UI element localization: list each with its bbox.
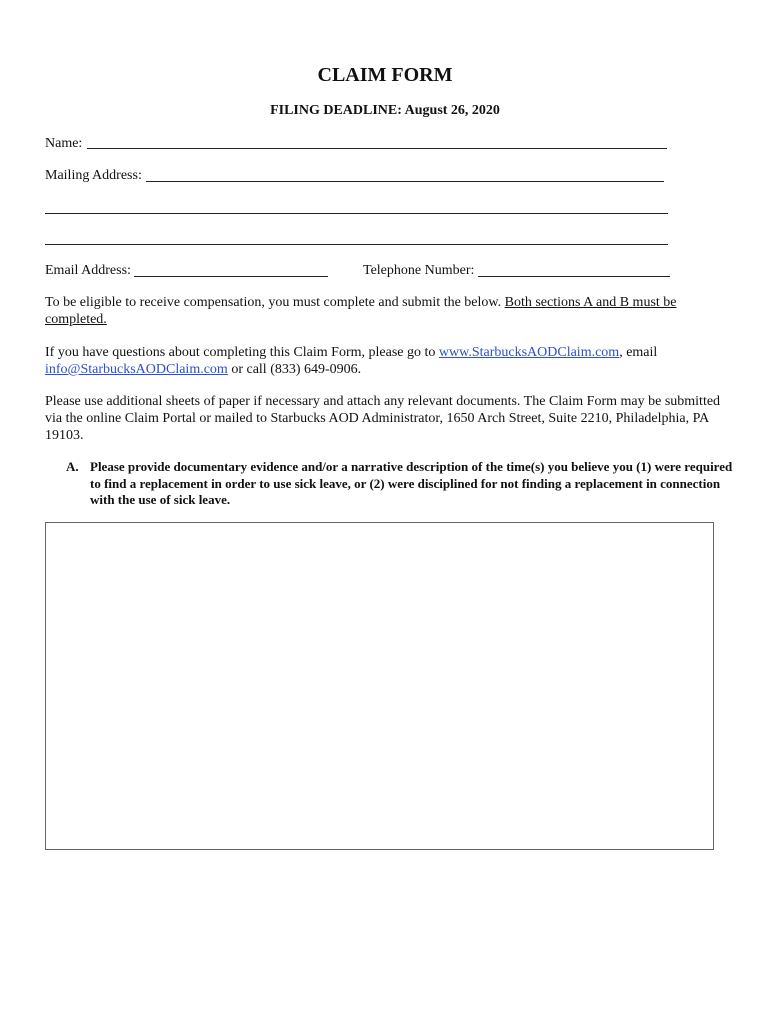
questions-mid: , email xyxy=(619,345,658,360)
telephone-label: Telephone Number: xyxy=(363,263,475,278)
filing-deadline: FILING DEADLINE: August 26, 2020 xyxy=(270,103,500,118)
name-label: Name: xyxy=(45,136,83,151)
section-a-prompt xyxy=(66,459,736,509)
website-link[interactable]: www.StarbucksAODClaim.com xyxy=(438,345,620,360)
mailing-address-label: Mailing Address: xyxy=(45,168,142,183)
email-link[interactable]: info@StarbucksAODClaim.com xyxy=(45,362,228,377)
name-field-line[interactable] xyxy=(87,148,667,149)
section-a-answer-box[interactable] xyxy=(45,522,714,850)
mailing-address-line-1[interactable] xyxy=(146,181,664,182)
email-address-label: Email Address: xyxy=(45,263,131,278)
section-a-letter: A. xyxy=(66,459,79,474)
mailing-address-line-3[interactable] xyxy=(45,244,668,245)
email-address-line[interactable] xyxy=(134,276,328,277)
mailing-address-line-2[interactable] xyxy=(45,213,668,214)
questions-intro: If you have questions about completing this Claim Form, please go to xyxy=(45,345,436,360)
questions-paragraph xyxy=(45,344,735,378)
eligibility-requirement: Both sections A and B must be completed. xyxy=(45,295,677,327)
questions-phone: or call (833) 649-0906. xyxy=(231,362,362,377)
telephone-line[interactable] xyxy=(478,276,670,277)
section-a-text: Please provide documentary evidence and/or a narrative description of the time(s) you believe you (1) were required to find a replacement in order to use sick leave, or (2) were disciplined for not finding a replacement in connection with the use of sick leave. xyxy=(90,459,733,507)
eligibility-text: To be eligible to receive compensation, you must complete and submit the below. xyxy=(45,295,502,310)
instructions-paragraph: Please use additional sheets of paper if necessary and attach any relevant documents. The Claim Form may be submitted via the online Claim Portal or mailed to Starbucks AOD Administrator, 1650 Arch Street, Suite 2210, Philadelphia, PA 19103. xyxy=(45,394,721,443)
form-title: CLAIM FORM xyxy=(317,64,453,86)
eligibility-paragraph xyxy=(45,294,735,328)
